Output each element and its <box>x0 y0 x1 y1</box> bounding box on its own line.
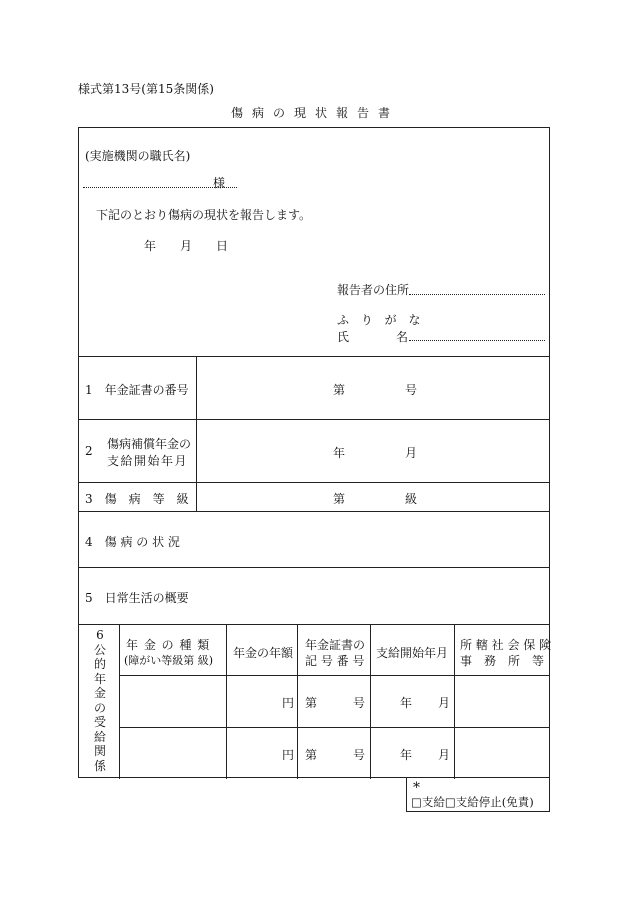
row5-label: 5 日常生活の概要 <box>85 591 189 605</box>
pension-side-divider <box>119 624 120 779</box>
pension-side-label: 6 公 的 年 金 の 受 給 関 係 <box>93 628 106 773</box>
col-pension-type-1: 年 金 の 種 類 <box>126 638 211 652</box>
asterisk-mark: * <box>413 780 420 796</box>
col-amount: 年金の年額 <box>233 646 294 660</box>
reporter-name-line[interactable] <box>409 340 545 341</box>
col-cert-1: 年金証書の <box>305 638 366 652</box>
row2-number: 2 <box>85 444 93 458</box>
row2-label-line1: 傷病補償年金の <box>107 437 192 451</box>
pension-col-divider <box>370 624 371 779</box>
date-month-label: 月 <box>180 239 193 253</box>
reporter-address-label: 報告者の住所 <box>337 283 410 297</box>
date-day-label: 日 <box>216 239 229 253</box>
row-month: 月 <box>438 696 451 710</box>
name-label-1: 氏 <box>337 330 350 344</box>
col-pension-type-2: (障がい等級第 級) <box>124 654 214 667</box>
row3-dai: 第 <box>333 492 346 506</box>
label-column-divider <box>196 356 197 511</box>
row-month: 月 <box>438 748 451 762</box>
row4-label: 4 傷 病 の 状 況 <box>85 535 180 549</box>
row-year: 年 <box>400 696 413 710</box>
form-number: 様式第13号(第15条関係) <box>78 82 214 96</box>
divider <box>79 567 549 568</box>
row3-label: 3 傷 病 等 級 <box>85 492 189 506</box>
divider <box>79 624 549 625</box>
document-title: 傷病の現状報告書 <box>230 106 399 120</box>
row-go: 号 <box>353 696 366 710</box>
row2-month: 月 <box>405 446 418 460</box>
row-yen: 円 <box>282 748 295 762</box>
pension-header-divider <box>119 675 549 676</box>
row1-label: 1 年金証書の番号 <box>85 383 189 397</box>
report-form <box>78 127 550 778</box>
honorific-sama: 様 <box>213 176 226 190</box>
row2-year: 年 <box>333 446 346 460</box>
row3-kyu: 級 <box>405 492 418 506</box>
col-cert-2: 記 号 番 号 <box>305 654 365 668</box>
row1-go: 号 <box>405 383 418 397</box>
pension-col-divider <box>454 624 455 779</box>
divider <box>79 419 549 420</box>
name-label-2: 名 <box>396 330 409 344</box>
row-go: 号 <box>353 748 366 762</box>
pension-col-divider <box>226 624 227 779</box>
statement-text: 下記のとおり傷病の現状を報告します。 <box>96 208 312 222</box>
divider <box>79 511 549 512</box>
col-office-1: 所 轄 社 会 保 険 <box>460 638 552 652</box>
col-start: 支給開始年月 <box>376 646 449 660</box>
date-year-label: 年 <box>144 239 157 253</box>
divider <box>79 482 549 483</box>
row-yen: 円 <box>282 696 295 710</box>
row-dai: 第 <box>305 696 318 710</box>
furigana-label: ふ り が な <box>337 313 425 327</box>
row-year: 年 <box>400 748 413 762</box>
divider <box>79 356 549 357</box>
reporter-address-line[interactable] <box>409 294 545 295</box>
row-dai: 第 <box>305 748 318 762</box>
addressee-label: (実施機関の職氏名) <box>85 149 191 163</box>
pension-col-divider <box>297 624 298 779</box>
col-office-2: 事 務 所 等 <box>460 654 545 668</box>
office-use-box <box>406 778 550 812</box>
row2-label-line2: 支給開始年月 <box>107 454 189 468</box>
row1-dai: 第 <box>333 383 346 397</box>
pension-row-divider <box>119 727 549 728</box>
payment-options[interactable]: □支給□支給停止(免責) <box>411 795 534 809</box>
